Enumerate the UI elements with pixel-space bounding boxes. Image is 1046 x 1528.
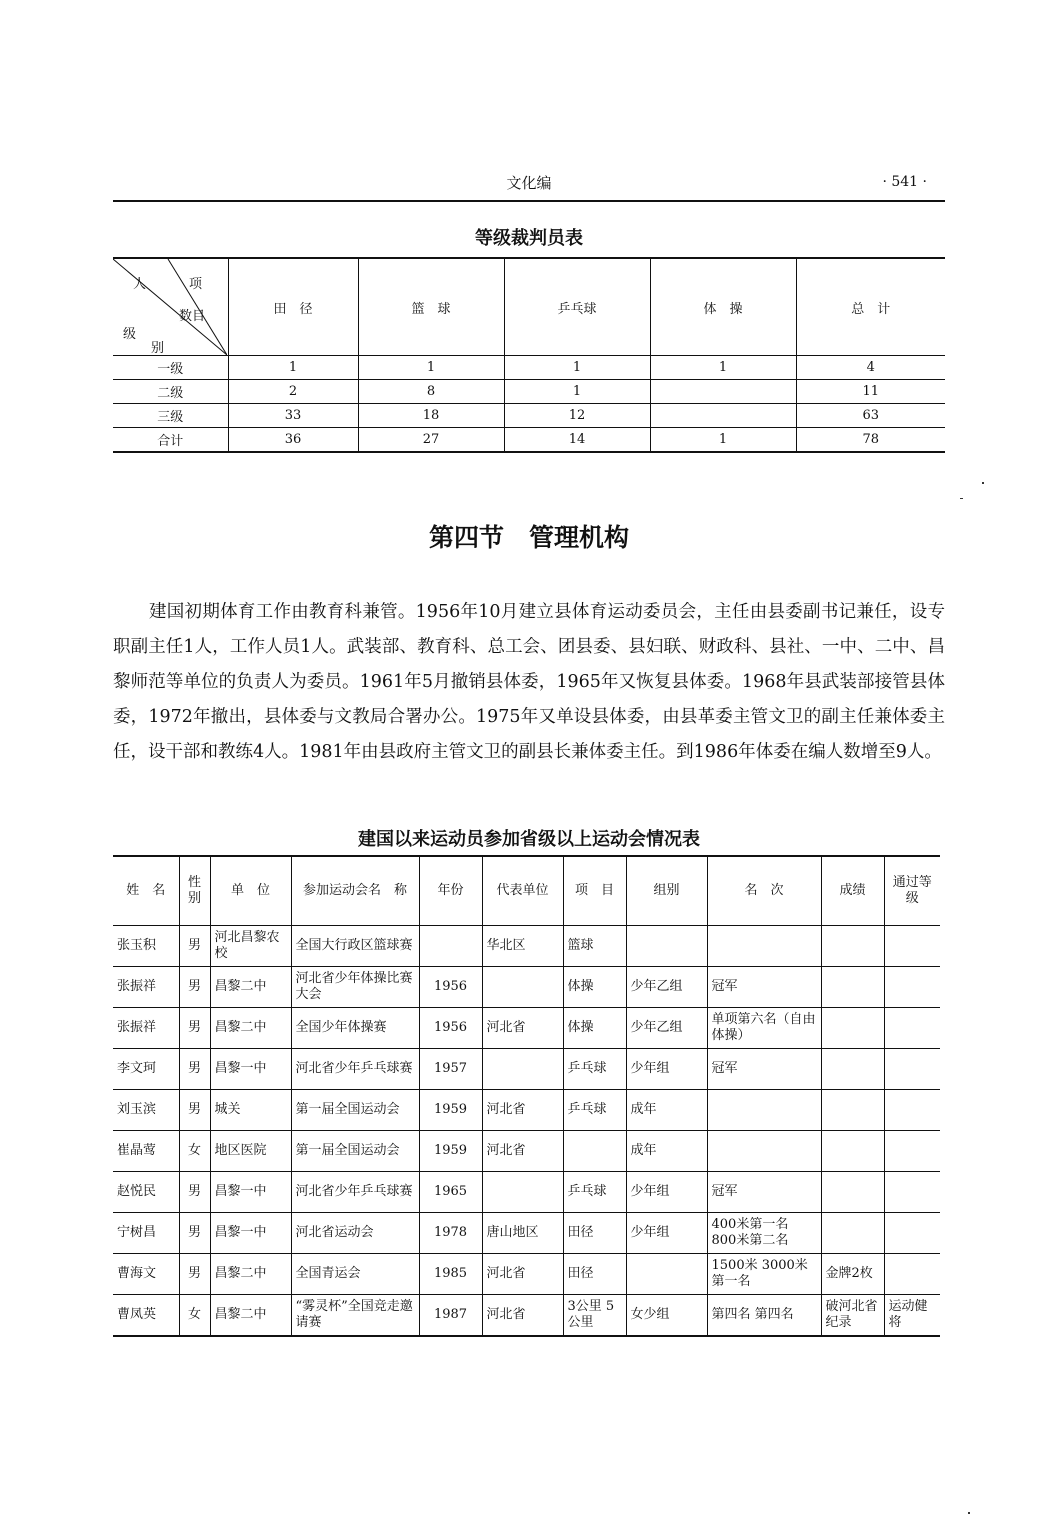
table-row [113,1049,940,1090]
table-cell [563,1131,626,1172]
table-cell [884,1049,940,1090]
cell: 1 [650,356,796,380]
table-cell: 曹凤英 [113,1295,179,1337]
cell: 1 [504,356,650,380]
table-cell: 1959 [419,1131,482,1172]
table-cell: 篮球 [563,926,626,967]
table-cell: 地区医院 [210,1131,291,1172]
table-cell: 昌黎二中 [210,967,291,1008]
table-row [113,380,945,404]
col-result: 成绩 [821,856,884,926]
table-cell [821,967,884,1008]
cell: 8 [358,380,504,404]
col-gymnastics: 体 操 [650,258,796,356]
corner-cell [113,258,228,356]
table-row [113,404,945,428]
table-cell: 第一届全国运动会 [291,1090,419,1131]
corner-level: 级 [123,327,137,342]
table-cell: 崔晶莺 [113,1131,179,1172]
table-cell: 河北省 [482,1090,563,1131]
table-cell [884,967,940,1008]
table-cell: 男 [179,967,210,1008]
page-header [113,170,945,200]
corner-item: 项 [189,277,203,292]
table-cell: 男 [179,1213,210,1254]
table-cell [821,926,884,967]
table-cell: 少年组 [626,1213,707,1254]
table-row [113,1008,940,1049]
table-cell: 男 [179,1049,210,1090]
table-cell: 昌黎二中 [210,1008,291,1049]
table-cell: 冠军 [707,967,821,1008]
table-cell [884,1131,940,1172]
cell: 12 [504,404,650,428]
table-cell: 张振祥 [113,967,179,1008]
table-cell [884,1213,940,1254]
scan-speck [982,482,984,484]
table-cell [626,1254,707,1295]
table-cell: 田径 [563,1213,626,1254]
table-cell: 男 [179,1090,210,1131]
table-cell [482,1172,563,1213]
table-cell: 乒乓球 [563,1172,626,1213]
table-cell: 全国青运会 [291,1254,419,1295]
table-cell: 少年乙组 [626,967,707,1008]
table-row [113,1295,940,1337]
table-cell: 河北昌黎农校 [210,926,291,967]
table-cell: 李文珂 [113,1049,179,1090]
table-cell: 400米第一名 800米第二名 [707,1213,821,1254]
cell: 1 [358,356,504,380]
table-cell [884,1254,940,1295]
table-row [113,1131,940,1172]
referee-table-title: 等级裁判员表 [475,228,583,249]
table-row [113,1090,940,1131]
table-cell: 昌黎一中 [210,1049,291,1090]
header-rule [113,200,945,202]
table-cell: 河北省运动会 [291,1213,419,1254]
table-cell: 1978 [419,1213,482,1254]
table-cell: 张玉积 [113,926,179,967]
table-row [113,967,940,1008]
table-cell: 破河北省纪录 [821,1295,884,1337]
table-cell: 河北省 [482,1008,563,1049]
table-cell [482,967,563,1008]
table-cell: 3公里 5公里 [563,1295,626,1337]
referee-table-header [113,258,945,356]
col-sex: 性别 [179,856,210,926]
table-cell: 赵悦民 [113,1172,179,1213]
col-grade: 通过等级 [884,856,940,926]
table-cell: 成年 [626,1090,707,1131]
cell: 27 [358,428,504,453]
table-cell [884,1008,940,1049]
table-cell: 全国少年体操赛 [291,1008,419,1049]
cell: 78 [796,428,945,453]
table-cell: 河北省少年乒乓球赛 [291,1049,419,1090]
table-cell: 田径 [563,1254,626,1295]
cell: 2 [228,380,358,404]
table-cell: 河北省 [482,1254,563,1295]
table-row [113,1172,940,1213]
col-total: 总 计 [796,258,945,356]
table-cell: 华北区 [482,926,563,967]
scan-speck [960,498,963,499]
table-cell [707,1090,821,1131]
table-cell: 全国大行政区篮球赛 [291,926,419,967]
table-cell: 昌黎二中 [210,1295,291,1337]
table-cell: 运动健将 [884,1295,940,1337]
table-cell: 第四名 第四名 [707,1295,821,1337]
corner-bie: 别 [151,341,165,356]
table-cell: 1957 [419,1049,482,1090]
table-cell: 体操 [563,967,626,1008]
col-pingpong: 乒乓球 [504,258,650,356]
table-cell: 男 [179,1254,210,1295]
athlete-table-title: 建国以来运动员参加省级以上运动会情况表 [358,829,700,850]
table-cell: 男 [179,926,210,967]
section-paragraph: 建国初期体育工作由教育科兼管。1956年10月建立县体育运动委员会，主任由县委副书记兼任，设专职副主任1人，工作人员1人。武装部、教育科、总工会、团县委、县妇联、财政科、县社、一中、二中、昌黎师范等单位的负责人为委员。1961年5月撤销县体委，1965年又恢复县体委。1968年县武装部接管县体委，1972年撤出，县体委与文教局合署办公。1975年又单设县体委，由县革委主管文卫的副主任兼体委主任，设干部和教练4人。1981年由县政府主管文卫的副县长兼体委主任。到1986年体委在编人数增至9人。 [113,602,945,762]
col-year: 年份 [419,856,482,926]
col-basketball: 篮 球 [358,258,504,356]
table-row [113,356,945,380]
scan-speck [968,1512,970,1514]
table-cell: 唐山地区 [482,1213,563,1254]
table-cell [821,1213,884,1254]
table-cell: 男 [179,1172,210,1213]
row-label: 二级 [113,380,228,404]
table-cell: 1987 [419,1295,482,1337]
table-cell: 曹海文 [113,1254,179,1295]
header-section-title: 文化编 [506,174,552,192]
table-cell: 城关 [210,1090,291,1131]
table-cell: 第一届全国运动会 [291,1131,419,1172]
table-cell: 女少组 [626,1295,707,1337]
table-cell [482,1049,563,1090]
table-cell: “雾灵杯”全国竞走邀请赛 [291,1295,419,1337]
row-label: 合计 [113,428,228,453]
table-cell: 河北省少年乒乓球赛 [291,1172,419,1213]
table-cell: 刘玉滨 [113,1090,179,1131]
table-cell: 少年组 [626,1049,707,1090]
table-cell: 冠军 [707,1172,821,1213]
athlete-table [113,855,940,1337]
table-cell: 金牌2枚 [821,1254,884,1295]
table-cell: 昌黎一中 [210,1213,291,1254]
table-cell: 冠军 [707,1049,821,1090]
cell: 4 [796,356,945,380]
table-cell: 女 [179,1295,210,1337]
table-cell: 少年乙组 [626,1008,707,1049]
page-number: · 541 · [882,174,927,190]
table-cell: 单项第六名（自由体操） [707,1008,821,1049]
table-cell: 1959 [419,1090,482,1131]
table-row [113,1213,940,1254]
table-cell: 1956 [419,967,482,1008]
cell: 18 [358,404,504,428]
table-cell: 昌黎二中 [210,1254,291,1295]
table-cell: 张振祥 [113,1008,179,1049]
cell: 33 [228,404,358,428]
cell: 36 [228,428,358,453]
cell: 1 [650,428,796,453]
table-cell [821,1008,884,1049]
table-cell: 体操 [563,1008,626,1049]
table-cell: 1985 [419,1254,482,1295]
cell: 11 [796,380,945,404]
table-cell [626,926,707,967]
row-label: 三级 [113,404,228,428]
table-cell: 河北省少年体操比赛大会 [291,967,419,1008]
table-cell [821,1131,884,1172]
col-meet: 参加运动会名 称 [291,856,419,926]
table-cell: 河北省 [482,1131,563,1172]
col-name: 姓 名 [126,883,166,898]
col-representing: 代表单位 [482,856,563,926]
athlete-table-header [113,856,940,926]
table-cell [419,926,482,967]
col-event: 项 目 [563,856,626,926]
referee-table [113,257,945,453]
cell: 1 [228,356,358,380]
table-cell: 河北省 [482,1295,563,1337]
table-cell: 1965 [419,1172,482,1213]
table-cell [707,926,821,967]
col-unit: 单 位 [210,856,291,926]
table-cell: 乒乓球 [563,1090,626,1131]
col-group: 组别 [626,856,707,926]
table-cell: 男 [179,1008,210,1049]
table-cell [884,1172,940,1213]
col-track: 田 径 [228,258,358,356]
table-cell [884,926,940,967]
table-cell [821,1049,884,1090]
table-cell: 1500米 3000米第一名 [707,1254,821,1295]
table-cell [821,1090,884,1131]
section-title: 第四节 管理机构 [428,523,629,552]
table-cell: 少年组 [626,1172,707,1213]
table-cell: 宁树昌 [113,1213,179,1254]
table-row [113,926,940,967]
cell: 14 [504,428,650,453]
table-cell [707,1131,821,1172]
table-cell: 1956 [419,1008,482,1049]
corner-person: 人 [133,277,147,292]
table-cell: 昌黎一中 [210,1172,291,1213]
cell [650,380,796,404]
table-cell [884,1090,940,1131]
row-label: 一级 [113,356,228,380]
col-place: 名 次 [707,856,821,926]
table-row [113,1254,940,1295]
table-cell [821,1172,884,1213]
table-row [113,428,945,453]
corner-number: 数目 [179,309,206,324]
table-cell: 成年 [626,1131,707,1172]
cell [650,404,796,428]
cell: 1 [504,380,650,404]
cell: 63 [796,404,945,428]
table-cell: 乒乓球 [563,1049,626,1090]
table-cell: 女 [179,1131,210,1172]
